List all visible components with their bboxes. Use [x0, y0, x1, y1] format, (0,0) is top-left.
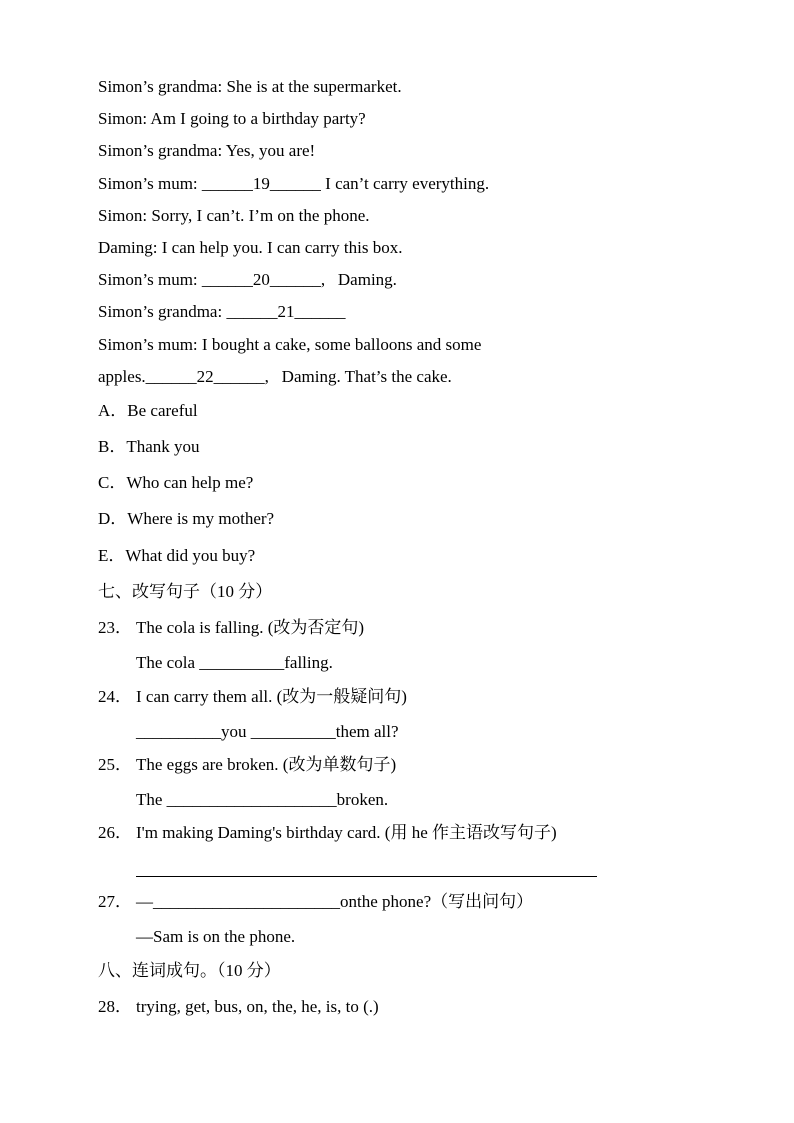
dialogue-line: Simon: Am I going to a birthday party?: [98, 109, 366, 128]
dialogue-line: apples.______22______, Daming. That’s the cake.: [98, 367, 452, 386]
option-a: A．Be careful: [98, 401, 198, 420]
question-number: 24．: [98, 687, 132, 706]
question-text: I'm making Daming's birthday card. (用 he 作主语改写句子): [136, 823, 557, 842]
option-c: C．Who can help me?: [98, 473, 254, 492]
question-28: [98, 997, 379, 1017]
question-26: [98, 823, 557, 843]
question-text: I can carry them all. (改为一般疑问句): [136, 687, 407, 706]
question-number: 23．: [98, 618, 132, 637]
question-text: trying, get, bus, on, the, he, is, to (.): [136, 997, 379, 1016]
answer-line-25[interactable]: The ____________________broken.: [136, 790, 389, 809]
question-27: [98, 892, 533, 912]
dialogue-line: Daming: I can help you. I can carry this box.: [98, 238, 403, 257]
question-25: [98, 755, 396, 775]
answer-line-26[interactable]: [136, 876, 597, 877]
dialogue-line: Simon’s grandma: Yes, you are!: [98, 141, 316, 160]
section-8-heading: 八、连词成句。（10 分）: [98, 961, 281, 980]
dialogue-line: Simon’s mum: ______19______ I can’t carry everything.: [98, 174, 490, 193]
answer-line-24[interactable]: __________you __________them all?: [136, 722, 399, 741]
dialogue-line: Simon’s grandma: She is at the supermarket.: [98, 77, 402, 96]
dialogue-line: Simon’s mum: I bought a cake, some balloons and some: [98, 335, 482, 354]
question-number: 25．: [98, 755, 132, 774]
section-7-heading: 七、改写句子（10 分）: [98, 582, 273, 601]
dialogue-line: Simon: Sorry, I can’t. I’m on the phone.: [98, 206, 370, 225]
option-b: B．Thank you: [98, 437, 200, 456]
answer-text-27: —Sam is on the phone.: [136, 927, 296, 946]
dialogue-line: Simon’s grandma: ______21______: [98, 302, 346, 321]
answer-line-23[interactable]: The cola __________falling.: [136, 653, 333, 672]
question-number: 28．: [98, 997, 132, 1016]
question-number: 27．: [98, 892, 132, 911]
question-24: [98, 687, 407, 707]
option-d: D．Where is my mother?: [98, 509, 275, 528]
question-23: [98, 618, 364, 638]
question-text: —______________________onthe phone?（写出问句）: [136, 892, 534, 911]
question-number: 26．: [98, 823, 132, 842]
option-e: E．What did you buy?: [98, 546, 256, 565]
question-text: The eggs are broken. (改为单数句子): [136, 755, 397, 774]
question-text: The cola is falling. (改为否定句): [136, 618, 365, 637]
dialogue-line: Simon’s mum: ______20______, Daming.: [98, 270, 397, 289]
